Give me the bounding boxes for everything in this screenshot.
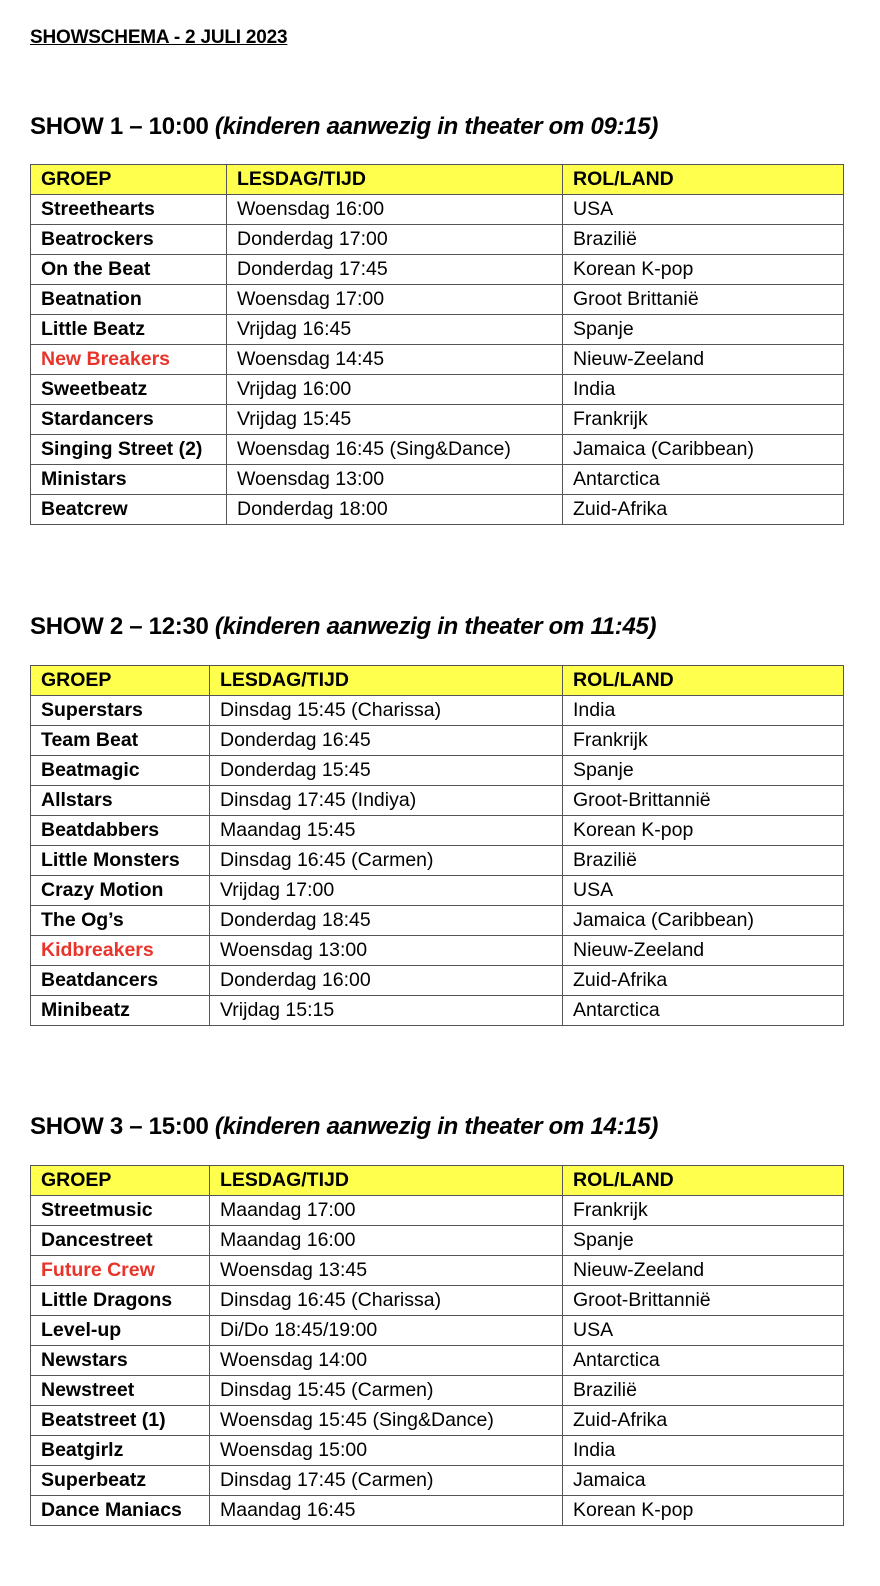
lesson-time: Donderdag 17:00 [227, 225, 563, 255]
lesson-time: Woensdag 13:00 [210, 936, 563, 966]
column-header: ROL/LAND [563, 165, 844, 195]
role-country: Nieuw-Zeeland [563, 1256, 844, 1286]
lesson-time: Vrijdag 16:00 [227, 375, 563, 405]
group-name: Stardancers [31, 405, 227, 435]
lesson-time: Di/Do 18:45/19:00 [210, 1316, 563, 1346]
table-row [31, 195, 844, 225]
lesson-time: Woensdag 14:00 [210, 1346, 563, 1376]
role-country: Korean K-pop [563, 1496, 844, 1526]
table-row [31, 1256, 844, 1286]
lesson-time: Donderdag 16:00 [210, 966, 563, 996]
role-country: USA [563, 195, 844, 225]
group-name: Future Crew [31, 1256, 210, 1286]
group-name: Streethearts [31, 195, 227, 225]
column-header: LESDAG/TIJD [227, 165, 563, 195]
role-country: Jamaica [563, 1466, 844, 1496]
lesson-time: Vrijdag 15:45 [227, 405, 563, 435]
lesson-time: Woensdag 14:45 [227, 345, 563, 375]
group-name: Crazy Motion [31, 876, 210, 906]
lesson-time: Donderdag 18:45 [210, 906, 563, 936]
group-name: Kidbreakers [31, 936, 210, 966]
show-2-heading [30, 613, 656, 641]
role-country: Zuid-Afrika [563, 495, 844, 525]
lesson-time: Maandag 16:00 [210, 1226, 563, 1256]
group-name: Beatdabbers [31, 816, 210, 846]
role-country: USA [563, 876, 844, 906]
lesson-time: Woensdag 13:00 [227, 465, 563, 495]
show-3-heading [30, 1113, 658, 1141]
role-country: Groot-Brittannië [563, 786, 844, 816]
table-row [31, 1226, 844, 1256]
group-name: Newstars [31, 1346, 210, 1376]
group-name: Beatrockers [31, 225, 227, 255]
show-title: SHOW 3 – 15:00 [30, 1113, 215, 1140]
group-name: Beatcrew [31, 495, 227, 525]
role-country: Zuid-Afrika [563, 1406, 844, 1436]
show-1-heading [30, 113, 658, 141]
group-name: On the Beat [31, 255, 227, 285]
document-title: SHOWSCHEMA - 2 JULI 2023 [30, 27, 288, 48]
role-country: India [563, 375, 844, 405]
table-row [31, 315, 844, 345]
table-row [31, 1436, 844, 1466]
lesson-time: Maandag 16:45 [210, 1496, 563, 1526]
table-row [31, 1496, 844, 1526]
group-name: Beatgirlz [31, 1436, 210, 1466]
group-name: Level-up [31, 1316, 210, 1346]
role-country: Nieuw-Zeeland [563, 345, 844, 375]
group-name: Ministars [31, 465, 227, 495]
lesson-time: Dinsdag 16:45 (Charissa) [210, 1286, 563, 1316]
role-country: Antarctica [563, 1346, 844, 1376]
group-name: Singing Street (2) [31, 435, 227, 465]
group-name: Little Monsters [31, 846, 210, 876]
group-name: Dance Maniacs [31, 1496, 210, 1526]
role-country: Brazilië [563, 1376, 844, 1406]
table-row [31, 726, 844, 756]
table-row [31, 285, 844, 315]
lesson-time: Woensdag 16:00 [227, 195, 563, 225]
role-country: Frankrijk [563, 726, 844, 756]
lesson-time: Dinsdag 15:45 (Charissa) [210, 696, 563, 726]
lesson-time: Vrijdag 17:00 [210, 876, 563, 906]
show-title: SHOW 1 – 10:00 [30, 113, 215, 140]
table-header-row [31, 1166, 844, 1196]
group-name: Little Beatz [31, 315, 227, 345]
show-1-table [30, 164, 844, 525]
show-title: SHOW 2 – 12:30 [30, 613, 215, 640]
lesson-time: Maandag 17:00 [210, 1196, 563, 1226]
role-country: Korean K-pop [563, 255, 844, 285]
table-row [31, 786, 844, 816]
role-country: Korean K-pop [563, 816, 844, 846]
role-country: Antarctica [563, 465, 844, 495]
table-row [31, 996, 844, 1026]
table-row [31, 906, 844, 936]
show-3-table [30, 1165, 844, 1526]
role-country: Nieuw-Zeeland [563, 936, 844, 966]
table-row [31, 1286, 844, 1316]
role-country: Groot-Brittannië [563, 1286, 844, 1316]
table-row [31, 405, 844, 435]
lesson-time: Donderdag 16:45 [210, 726, 563, 756]
lesson-time: Dinsdag 15:45 (Carmen) [210, 1376, 563, 1406]
lesson-time: Vrijdag 15:15 [210, 996, 563, 1026]
role-country: Zuid-Afrika [563, 966, 844, 996]
group-name: Superstars [31, 696, 210, 726]
role-country: Brazilië [563, 225, 844, 255]
table-row [31, 1196, 844, 1226]
group-name: Little Dragons [31, 1286, 210, 1316]
table-row [31, 255, 844, 285]
table-row [31, 495, 844, 525]
table-row [31, 375, 844, 405]
table-row [31, 1376, 844, 1406]
table-row [31, 1466, 844, 1496]
table-header-row [31, 666, 844, 696]
lesson-time: Dinsdag 17:45 (Carmen) [210, 1466, 563, 1496]
table-row [31, 1406, 844, 1436]
show-2-table [30, 665, 844, 1026]
table-row [31, 876, 844, 906]
column-header: ROL/LAND [563, 666, 844, 696]
lesson-time: Maandag 15:45 [210, 816, 563, 846]
lesson-time: Woensdag 15:45 (Sing&Dance) [210, 1406, 563, 1436]
column-header: GROEP [31, 1166, 210, 1196]
lesson-time: Woensdag 15:00 [210, 1436, 563, 1466]
lesson-time: Woensdag 13:45 [210, 1256, 563, 1286]
arrival-note: (kinderen aanwezig in theater om 11:45) [214, 613, 657, 640]
table-row [31, 1316, 844, 1346]
lesson-time: Woensdag 17:00 [227, 285, 563, 315]
table-row [31, 345, 844, 375]
role-country: India [563, 1436, 844, 1466]
lesson-time: Donderdag 18:00 [227, 495, 563, 525]
table-row [31, 1346, 844, 1376]
table-row [31, 696, 844, 726]
lesson-time: Donderdag 17:45 [227, 255, 563, 285]
role-country: Brazilië [563, 846, 844, 876]
table-row [31, 816, 844, 846]
group-name: Minibeatz [31, 996, 210, 1026]
table-row [31, 846, 844, 876]
role-country: Jamaica (Caribbean) [563, 435, 844, 465]
lesson-time: Vrijdag 16:45 [227, 315, 563, 345]
group-name: The Og’s [31, 906, 210, 936]
group-name: New Breakers [31, 345, 227, 375]
group-name: Beatdancers [31, 966, 210, 996]
table-row [31, 225, 844, 255]
group-name: Beatstreet (1) [31, 1406, 210, 1436]
table-row [31, 756, 844, 786]
group-name: Sweetbeatz [31, 375, 227, 405]
column-header: GROEP [31, 666, 210, 696]
table-row [31, 966, 844, 996]
lesson-time: Woensdag 16:45 (Sing&Dance) [227, 435, 563, 465]
role-country: Spanje [563, 1226, 844, 1256]
role-country: Groot Brittanië [563, 285, 844, 315]
group-name: Beatnation [31, 285, 227, 315]
role-country: Spanje [563, 756, 844, 786]
lesson-time: Donderdag 15:45 [210, 756, 563, 786]
group-name: Allstars [31, 786, 210, 816]
group-name: Streetmusic [31, 1196, 210, 1226]
role-country: Antarctica [563, 996, 844, 1026]
table-header-row [31, 165, 844, 195]
column-header: GROEP [31, 165, 227, 195]
role-country: Frankrijk [563, 1196, 844, 1226]
arrival-note: (kinderen aanwezig in theater om 14:15) [214, 1113, 659, 1140]
column-header: ROL/LAND [563, 1166, 844, 1196]
column-header: LESDAG/TIJD [210, 666, 563, 696]
role-country: USA [563, 1316, 844, 1346]
group-name: Newstreet [31, 1376, 210, 1406]
group-name: Dancestreet [31, 1226, 210, 1256]
group-name: Team Beat [31, 726, 210, 756]
role-country: Jamaica (Caribbean) [563, 906, 844, 936]
table-row [31, 465, 844, 495]
table-row [31, 435, 844, 465]
table-row [31, 936, 844, 966]
role-country: India [563, 696, 844, 726]
role-country: Frankrijk [563, 405, 844, 435]
lesson-time: Dinsdag 16:45 (Carmen) [210, 846, 563, 876]
role-country: Spanje [563, 315, 844, 345]
column-header: LESDAG/TIJD [210, 1166, 563, 1196]
arrival-note: (kinderen aanwezig in theater om 09:15) [214, 113, 659, 140]
group-name: Superbeatz [31, 1466, 210, 1496]
lesson-time: Dinsdag 17:45 (Indiya) [210, 786, 563, 816]
group-name: Beatmagic [31, 756, 210, 786]
